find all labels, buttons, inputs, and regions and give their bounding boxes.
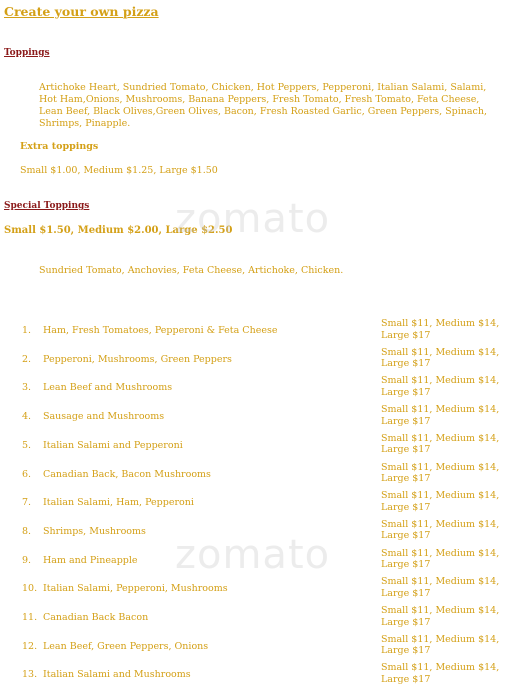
- menu-item-price: Small $11, Medium $14, Large $17: [381, 576, 500, 599]
- menu-item-name: Sausage and Mushrooms: [43, 411, 165, 423]
- menu-item-price: Small $11, Medium $14, Large $17: [381, 346, 500, 370]
- menu-item-number: 8.: [22, 525, 32, 537]
- menu-item-number: 9.: [22, 554, 32, 566]
- menu-item-price: Small $11, Medium $14, Large $17: [381, 490, 500, 513]
- special-toppings-list: Sundried Tomato, Anchovies, Feta Cheese, Artichoke, Chicken.: [39, 265, 344, 276]
- menu-item: [0, 404, 529, 432]
- menu-item-number: 4.: [22, 411, 32, 423]
- menu-item: [0, 519, 529, 547]
- menu-item-price: Small $11, Medium $14, Large $17: [381, 605, 500, 628]
- menu-item-number: 2.: [22, 353, 32, 365]
- extra-toppings-prices: Small $1.00, Medium $1.25, Large $1.50: [20, 165, 218, 176]
- menu-item-price: Small $11, Medium $14, Large $17: [381, 461, 500, 484]
- menu-item-number: 3.: [22, 382, 32, 394]
- toppings-list: Artichoke Heart, Sundried Tomato, Chicken, Hot Peppers, Pepperoni, Italian Salami, Salami, Hot Ham,Onions, Mushrooms, Banana Peppers, Fresh Tomato, Fresh Tomato, Feta Cheese, Lean Beef, Black Olives,Green Olives, Bacon, Fresh Roasted Garlic, Green Peppers, Spinach, Shrimps, Pinapple.: [39, 82, 487, 129]
- special-toppings-prices: Small $1.50, Medium $2.00, Large $2.50: [4, 225, 233, 236]
- watermark-logo: zomato: [175, 532, 331, 578]
- menu-item-price: Small $11, Medium $14, Large $17: [381, 662, 500, 685]
- menu-item-price: Small $11, Medium $14, Large $17: [381, 633, 500, 657]
- menu-item: [0, 662, 529, 690]
- menu-item-number: 13.: [22, 669, 38, 681]
- menu-item-name: Lean Beef and Mushrooms: [43, 382, 173, 394]
- menu-item-price: Small $11, Medium $14, Large $17: [381, 318, 500, 341]
- menu-item: [0, 347, 529, 375]
- menu-item: [0, 318, 529, 346]
- menu-item-name: Italian Salami, Pepperoni, Mushrooms: [43, 583, 228, 595]
- menu-item-number: 6.: [22, 468, 32, 480]
- menu-item: [0, 490, 529, 518]
- toppings-heading: Toppings: [4, 48, 50, 58]
- menu-item-number: 10.: [22, 583, 38, 595]
- menu-item-name: Italian Salami, Ham, Pepperoni: [43, 497, 194, 509]
- menu-item-number: 5.: [22, 439, 32, 451]
- menu-item-number: 11.: [22, 612, 38, 623]
- menu-item: [0, 548, 529, 576]
- menu-item: [0, 634, 529, 662]
- menu-item: [0, 462, 529, 490]
- extra-toppings-heading: Extra toppings: [20, 141, 99, 152]
- menu-item-price: Small $11, Medium $14, Large $17: [381, 375, 500, 398]
- menu-item-name: Italian Salami and Pepperoni: [43, 439, 183, 451]
- menu-item-name: Ham, Fresh Tomatoes, Pepperoni & Feta Cheese: [43, 325, 278, 336]
- menu-item-price: Small $11, Medium $14, Large $17: [381, 404, 500, 427]
- menu-item-number: 12.: [22, 640, 38, 652]
- menu-item-number: 7.: [22, 497, 32, 509]
- menu-item-price: Small $11, Medium $14, Large $17: [381, 518, 500, 542]
- menu-item: [0, 576, 529, 604]
- menu-item-name: Italian Salami and Mushrooms: [43, 669, 191, 681]
- menu-item-price: Small $11, Medium $14, Large $17: [381, 432, 500, 456]
- menu-item: [0, 605, 529, 633]
- menu-item-number: 1.: [22, 325, 32, 336]
- menu-item: [0, 375, 529, 403]
- special-toppings-heading: Special Toppings: [4, 201, 90, 211]
- menu-item-price: Small $11, Medium $14, Large $17: [381, 547, 500, 571]
- menu-item-name: Canadian Back Bacon: [43, 612, 149, 623]
- page-title: Create your own pizza: [4, 4, 159, 19]
- menu-item-name: Ham and Pineapple: [43, 554, 138, 566]
- menu-item-name: Canadian Back, Bacon Mushrooms: [43, 468, 211, 480]
- menu-item: [0, 433, 529, 461]
- menu-item-name: Shrimps, Mushrooms: [43, 525, 146, 537]
- menu-item-name: Lean Beef, Green Peppers, Onions: [43, 640, 209, 652]
- menu-item-name: Pepperoni, Mushrooms, Green Peppers: [43, 353, 232, 365]
- watermark-logo: zomato: [175, 196, 331, 242]
